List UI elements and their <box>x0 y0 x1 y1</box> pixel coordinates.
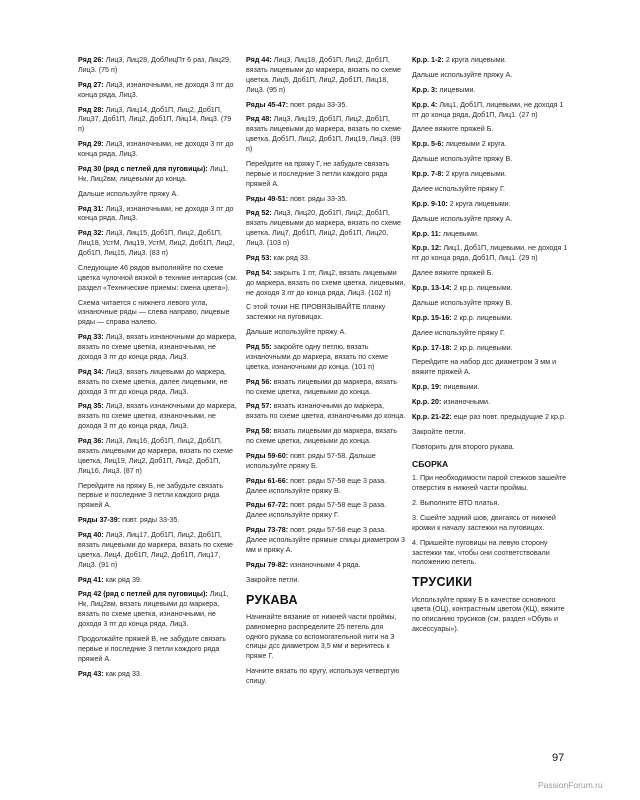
instruction-text: Дальше используйте пряжу А. <box>412 70 513 79</box>
instruction-text: Продолжайте пряжей В, не забудьте связать первые и последние 3 петли каждого ряда пряжей А. <box>78 634 227 663</box>
row-label: Ряды 67-72: <box>246 501 289 510</box>
row-label: Кр.р. 4: <box>412 100 438 109</box>
instruction-text: повт. ряды 57-58 еще 3 раза. Далее используйте пряжу В. <box>246 476 387 495</box>
column-right <box>412 56 572 640</box>
instruction-text: Дальше используйте пряжу А. <box>78 189 179 198</box>
row-label: Ряд 58: <box>246 427 272 436</box>
column-middle <box>246 56 406 692</box>
paragraph <box>246 101 406 111</box>
row-label: Ряд 44: <box>246 56 272 64</box>
paragraph <box>246 613 406 662</box>
paragraph <box>412 86 572 96</box>
instruction-text: Лиц3, вязать изнаночными до маркера, вязать по схеме цветка, изнаночными, не доходя 3 пт до конца ряда, Лиц3. <box>78 402 237 431</box>
row-label: Кр.р. 21-22: <box>412 412 452 421</box>
row-label: Кр.р. 7-8: <box>412 170 444 178</box>
instruction-text: Используйте пряжу Б в качестве основного цвета (ОЦ), контрастным цветом (КЦ), вяжите по описанию трусиков (см. раздел «Обувь и аксессуары»). <box>412 595 565 634</box>
paragraph <box>412 314 572 324</box>
row-label: Ряд 54: <box>246 268 272 277</box>
instruction-text: 2 кр.р. лицевыми. <box>451 343 513 352</box>
row-label: Ряд 43: <box>78 669 104 678</box>
instruction-text: Далее вяжите пряжей Б. <box>412 125 494 134</box>
paragraph <box>78 264 238 294</box>
paragraph <box>412 344 572 354</box>
row-label: Ряд 31: <box>78 204 104 213</box>
paragraph <box>78 81 238 101</box>
instruction-text: лицевыми. <box>440 229 479 238</box>
paragraph <box>412 383 572 393</box>
paragraph <box>412 474 572 494</box>
row-label: Ряды 59-60: <box>246 451 289 460</box>
instruction-text: Лиц3, Лиц20, Доб1П, Лиц2, Доб1П, вязать лицевыми до маркера, вязать по схеме цветка, Лиц7, Доб1П, Лиц2, Доб1П, Лиц20, Лиц3. (103 п) <box>246 209 402 247</box>
instruction-text: 2 кр.р. лицевыми. <box>451 313 513 322</box>
paragraph <box>246 115 406 155</box>
paragraph <box>78 106 238 136</box>
row-label: Ряд 48: <box>246 115 272 124</box>
paragraph <box>246 477 406 497</box>
row-label: Ряд 27: <box>78 80 104 89</box>
paragraph <box>246 378 406 398</box>
instruction-text: повт. ряды 33-35. <box>288 194 348 203</box>
instruction-text: закрыть 1 пт, Лиц2, вязать лицевыми до маркера, вязать по схеме цветка, лицевыми, не доходя 3 пт до конца ряда, Лиц3. (102 п) <box>246 268 406 297</box>
paragraph <box>78 482 238 512</box>
instruction-text: повт. ряды 33-35. <box>120 516 180 525</box>
paragraph <box>412 514 572 534</box>
instruction-text: 2 кр.р. лицевыми. <box>451 284 513 292</box>
instruction-text: Схема читается с нижнего левого угла, изнаночные ряды — слева направо, лицевые ряды — справа налево. <box>78 298 230 327</box>
instruction-text: Лиц1, Нк, Лиц2вм, вязать лицевыми до маркера, вязать по схеме цветка, изнаночными, не доходя 3 пт до конца ряда, Лиц3. <box>78 590 229 628</box>
instruction-text: Лиц1, Нк, Лиц2вм, лицевыми до конца. <box>78 164 229 183</box>
instruction-text: Лиц3, вязать изнаночными до маркера, вязать по схеме цветка, изнаночными, не доходя 3 пт до конца ряда, Лиц3. <box>78 333 237 361</box>
paragraph <box>78 635 238 665</box>
instruction-text: вязать лицевыми до маркера, вязать по схеме цветка, лицевыми до конца. <box>246 427 397 445</box>
row-label: Ряды 49-51: <box>246 194 289 203</box>
row-label: Кр.р. 3: <box>412 85 438 94</box>
instruction-text: Лиц3, изнаночными, не доходя 3 пт до конца ряда, Лиц3. <box>78 204 234 223</box>
row-label: Ряды 73-78: <box>246 526 289 535</box>
paragraph <box>78 670 238 680</box>
instruction-text: лицевыми 2 круга. <box>443 140 507 149</box>
site-watermark: PassionForum.ru <box>538 780 603 790</box>
instruction-text: Лиц1, Доб1П, лицевыми, не доходя 1 пт до конца ряда, Доб1П, Лиц1. (27 п) <box>412 100 564 119</box>
row-label: Ряды 37-39: <box>78 516 121 525</box>
paragraph <box>412 185 572 195</box>
row-label: Ряд 42 (ряд с петлей для пуговицы): <box>78 590 208 599</box>
row-label: Кр.р. 9-10: <box>412 199 448 208</box>
paragraph <box>412 56 572 66</box>
paragraph <box>412 71 572 81</box>
paragraph <box>78 333 238 363</box>
row-label: Ряд 55: <box>246 343 272 351</box>
row-label: Ряд 53: <box>246 253 272 262</box>
instruction-text: Лиц3, изнаночными, не доходя 3 пт до конца ряда, Лиц3. <box>78 140 234 158</box>
sleeves-intro <box>246 613 406 687</box>
instruction-text: еще раз повт. предыдущие 2 кр.р. <box>451 412 566 421</box>
paragraph <box>412 499 572 509</box>
instruction-text: 2 круга лицевыми. <box>447 199 511 208</box>
row-label: Ряды 61-66: <box>246 476 289 485</box>
paragraph <box>246 452 406 472</box>
instruction-text: изнаночными. <box>441 398 490 406</box>
dress-rows-continued <box>246 56 406 586</box>
paragraph <box>246 56 406 96</box>
row-label: Кр.р. 1-2: <box>412 56 444 64</box>
paragraph <box>412 244 572 264</box>
panties-heading: ТРУСИКИ <box>412 575 473 590</box>
row-label: Ряд 34: <box>78 367 104 376</box>
paragraph <box>78 531 238 571</box>
instruction-text: как ряд 33. <box>103 669 142 678</box>
paragraph <box>412 200 572 210</box>
instruction-text: вязать лицевыми до маркера, вязать по схеме цветка, лицевыми до конца. <box>246 377 397 396</box>
instruction-text: повт. ряды 33-35. <box>288 100 348 109</box>
instruction-text: Дальше используйте пряжу А. <box>246 328 347 337</box>
instruction-text: Дальше используйте пряжу В. <box>412 298 513 307</box>
instruction-text: закройте одну петлю, вязать изнаночными до маркера, вязать по схеме цветка, изнаночными до конца. (101 п) <box>246 343 389 371</box>
instruction-text: повт. ряды 57-58 еще 3 раза. Далее используйте прямые спицы диаметром 3 мм и пряжу А. <box>246 526 406 554</box>
instruction-text: Начинайте вязание от нижней части проймы, равномерно распределите 25 петель для одного рукава со вспомогательной нити на 3 спицы дсс диаметром 3,5 мм и вернитесь к пряже Г. <box>246 612 397 661</box>
instruction-text: Далее вяжите пряжей Б. <box>412 269 494 278</box>
paragraph <box>412 269 572 279</box>
paragraph <box>412 428 572 438</box>
instruction-text: как ряд 39. <box>103 575 142 584</box>
instruction-text: лицевыми. <box>441 383 480 392</box>
row-label: Кр.р. 15-16: <box>412 313 452 322</box>
paragraph <box>412 443 572 453</box>
row-label: Ряды 45-47: <box>246 100 289 109</box>
instruction-text: Следующие 46 рядов выполняйте по схеме цветка чулочной вязкой в технике интарсия (см. раздел «Технические приемы: смена цвета»). <box>78 263 238 292</box>
paragraph <box>246 427 406 447</box>
instruction-text: Перейдите на набор дсс диаметром 3 мм и вяжите пряжей А. <box>412 358 557 377</box>
paragraph <box>412 170 572 180</box>
instruction-text: изнаночными 4 ряда. <box>288 560 361 569</box>
row-label: Ряд 56: <box>246 377 272 386</box>
paragraph <box>246 501 406 521</box>
instruction-text: Далее используйте пряжу Г. <box>412 328 505 337</box>
instruction-text: вязать изнаночными до маркера, вязать по схеме цветка, изнаночными до конца. <box>246 402 406 421</box>
row-label: Ряд 28: <box>78 105 104 114</box>
assembly-steps <box>412 474 572 568</box>
paragraph <box>412 140 572 150</box>
instruction-text: повт. ряды 57-58. Дальше используйте пряжу Б. <box>246 451 376 470</box>
instruction-text: Лиц3, Лиц14, Доб1П, Лиц2, Доб1П, Лиц37, Доб1П, Лиц2, Доб1П, Лиц14, Лиц3. (79 п) <box>78 105 232 134</box>
instruction-text: Лиц3, вязать лицевыми до маркера, вязать по схеме цветка, далее лицевыми, не доходя 3 пт до конца ряда, Лиц3. <box>78 367 228 396</box>
row-label: Ряд 40: <box>78 531 104 539</box>
instruction-text: Перейдите на пряжу Г, не забудьте связать первые и последние 3 петли каждого ряда пряжей А. <box>246 159 390 188</box>
paragraph <box>78 590 238 630</box>
paragraph <box>246 343 406 373</box>
row-label: Ряд 29: <box>78 140 104 149</box>
row-label: Кр.р. 13-14: <box>412 284 452 292</box>
paragraph <box>246 195 406 205</box>
instruction-text: Лиц1, Доб1П, лицевыми, не доходя 1 пт до конца ряда, Доб1П, Лиц1. (29 п) <box>412 244 568 263</box>
paragraph <box>412 230 572 240</box>
paragraph <box>78 165 238 185</box>
paragraph <box>246 328 406 338</box>
panties-text <box>412 596 572 636</box>
paragraph <box>78 140 238 160</box>
paragraph <box>246 160 406 190</box>
instruction-text: 2. Выполните ВТО платья. <box>412 499 500 508</box>
instruction-text: Повторить для второго рукава. <box>412 442 515 451</box>
paragraph <box>246 254 406 264</box>
instruction-text: Лиц3, Лиц18, Доб1П, Лиц2, Доб1П, вязать лицевыми до маркера, вязать по схеме цветка, Лиц5, Доб1П, Лиц2, Доб1П, Лиц18, Лиц3. (95 п) <box>246 56 402 94</box>
paragraph <box>412 155 572 165</box>
paragraph <box>78 229 238 259</box>
instruction-text: Лиц3, Лиц28, ДобЛицПт 6 раз, Лиц29, Лиц3. (75 п) <box>78 56 231 74</box>
instruction-text: Дальше используйте пряжу В. <box>412 155 513 164</box>
paragraph <box>412 539 572 569</box>
instruction-text: Закройте петли. <box>246 575 300 584</box>
paragraph <box>78 368 238 398</box>
paragraph <box>246 303 406 323</box>
instruction-text: 2 круга лицевыми. <box>443 56 507 64</box>
sleeves-heading: РУКАВА <box>246 592 298 607</box>
instruction-text: повт. ряды 57-58 еще 3 раза. Далее используйте пряжу Г. <box>246 501 387 520</box>
paragraph <box>412 398 572 408</box>
row-label: Ряды 79-82: <box>246 560 289 569</box>
instruction-text: лицевыми. <box>437 85 476 94</box>
instruction-text: С этой точки НЕ ПРОВЯЗЫВАЙТЕ планку застежки на пуговицах. <box>246 303 386 322</box>
row-label: Ряд 57: <box>246 402 272 411</box>
paragraph <box>78 56 238 76</box>
row-label: Ряд 32: <box>78 229 104 238</box>
row-label: Ряд 30 (ряд с петлей для пуговицы): <box>78 164 208 173</box>
paragraph <box>412 101 572 121</box>
instruction-text: Перейдите на пряжу Б, не забудьте связать первые и последние 3 петли каждого ряда пряжей А. <box>78 481 224 510</box>
paragraph <box>78 190 238 200</box>
row-label: Кр.р. 12: <box>412 244 442 253</box>
row-label: Ряд 35: <box>78 402 104 411</box>
column-left <box>78 56 238 684</box>
row-label: Ряд 41: <box>78 575 104 584</box>
instruction-text: Закройте петли. <box>412 427 466 436</box>
instruction-text: Лиц3, Лиц17, Доб1П, Лиц2, Доб1П, вязать лицевыми до маркера, вязать по схеме цветка, Лиц4, Доб1П, Лиц2, Доб1П, Лиц17, Лиц3. (91 п) <box>78 531 234 569</box>
instruction-text: как ряд 33. <box>271 253 310 262</box>
row-label: Ряд 33: <box>78 333 104 342</box>
page-number: 97 <box>552 752 565 764</box>
instruction-text: Лиц3, Лиц19, Доб1П, Лиц2, Доб1П, вязать лицевыми до маркера, вязать по схеме цветка, Доб1П, Лиц2, Доб1П, Лиц19, Лиц3. (99 п) <box>246 115 402 153</box>
paragraph <box>246 269 406 299</box>
paragraph <box>78 516 238 526</box>
paragraph <box>246 576 406 586</box>
instruction-text: Лиц3, Лиц15, Доб1П, Лиц2, Доб1П, Лиц18, УстМ, Лиц19, УстМ, Лиц2, Доб1П, Лиц2, Доб1П, Лиц15, Лиц3. (83 п) <box>78 229 235 257</box>
instruction-text: 2 круга лицевыми. <box>443 170 507 178</box>
row-label: Кр.р. 11: <box>412 229 441 238</box>
instruction-text: Дальше используйте пряжу А. <box>412 214 513 223</box>
instruction-text: Начните вязать по кругу, используя четвертую спицу. <box>246 667 400 685</box>
paragraph <box>78 576 238 586</box>
sleeve-rounds <box>412 56 572 453</box>
paragraph <box>78 205 238 225</box>
paragraph <box>412 596 572 636</box>
instruction-text: Лиц3, изнаночными, не доходя 3 пт до конца ряда, Лиц3. <box>78 80 234 99</box>
paragraph <box>78 299 238 329</box>
paragraph <box>412 299 572 309</box>
row-label: Ряд 36: <box>78 437 104 445</box>
row-label: Ряд 26: <box>78 56 104 64</box>
instruction-text: 4. Пришейте пуговицы на левую сторону застежки так, чтобы они соответствовали положению петель. <box>412 538 550 567</box>
row-label: Кр.р. 5-6: <box>412 140 444 149</box>
row-label: Ряд 52: <box>246 209 272 218</box>
instruction-text: 3. Сшейте задний шов, двигаясь от нижней кромки к началу застежки на пуговицах. <box>412 513 556 532</box>
assembly-heading: СБОРКА <box>412 458 449 469</box>
paragraph <box>412 215 572 225</box>
paragraph <box>246 561 406 571</box>
paragraph <box>246 402 406 422</box>
instruction-text: Далее используйте пряжу Г. <box>412 184 505 193</box>
instruction-text: 1. При необходимости парой стежков зашейте отверстия в нижней части проймы. <box>412 474 567 493</box>
paragraph <box>412 125 572 135</box>
row-label: Кр.р. 20: <box>412 398 442 406</box>
instruction-text: Лиц3, Лиц16, Доб1П, Лиц2, Доб1П, вязать лицевыми до маркера, вязать по схеме цветка, Лиц19, Лиц2, Доб1П, Лиц2, Доб1П, Лиц16, Лиц3. (87 п) <box>78 437 234 475</box>
paragraph <box>412 413 572 423</box>
row-label: Кр.р. 19: <box>412 383 442 392</box>
paragraph <box>412 358 572 378</box>
paragraph <box>412 329 572 339</box>
row-label: Кр.р. 17-18: <box>412 343 452 352</box>
paragraph <box>246 667 406 687</box>
paragraph <box>78 437 238 477</box>
paragraph <box>246 526 406 556</box>
paragraph <box>412 284 572 294</box>
paragraph <box>78 402 238 432</box>
paragraph <box>246 209 406 249</box>
